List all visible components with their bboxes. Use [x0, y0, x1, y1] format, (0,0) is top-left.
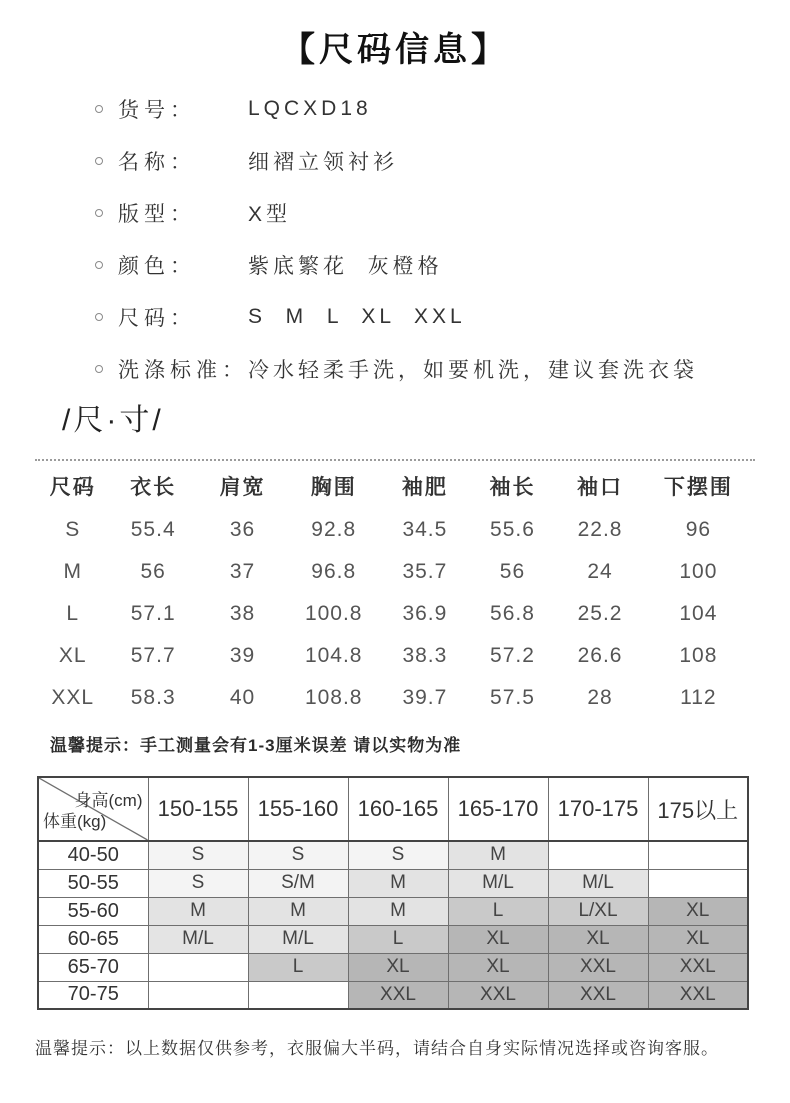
bullet-circle-icon — [95, 261, 103, 269]
fit-height-col-header: 175以上 — [648, 777, 748, 841]
measure-col-header: 尺码 — [49, 476, 96, 499]
measure-cell: 39.7 — [402, 686, 448, 709]
measure-cell: 112 — [680, 686, 717, 709]
measure-cell: 57.5 — [490, 686, 535, 709]
fit-size-cell — [648, 869, 748, 897]
measure-cell: 40 — [229, 686, 256, 709]
measure-cell: 100 — [679, 560, 718, 583]
measure-cell: 104 — [679, 602, 718, 625]
fit-size-cell: M/L — [448, 869, 548, 897]
measure-row — [37, 509, 752, 551]
fit-size-cell: XXL — [548, 981, 648, 1009]
fit-size-cell: XXL — [548, 953, 648, 981]
measure-cell: 22.8 — [577, 518, 623, 541]
measure-cell: 104.8 — [304, 644, 363, 667]
info-row-name — [95, 135, 790, 187]
measure-cell: 96 — [685, 518, 712, 541]
measure-cell: 57.1 — [130, 602, 176, 625]
fit-corner-cell — [38, 777, 148, 841]
measure-col-header: 衣长 — [130, 476, 177, 499]
info-label: 颜色： — [118, 255, 196, 278]
fit-size-cell: S — [148, 869, 248, 897]
fit-row — [38, 897, 748, 925]
fit-size-cell: S/M — [248, 869, 348, 897]
corner-weight-label: 体重(kg) — [43, 812, 107, 831]
fit-size-cell: M — [348, 869, 448, 897]
measure-cell: XL — [58, 644, 87, 667]
info-label: 洗涤标准： — [118, 359, 248, 382]
measure-row — [37, 593, 752, 635]
fit-size-cell: XL — [548, 925, 648, 953]
measure-cell: S — [65, 518, 81, 541]
measure-cell: 55.6 — [490, 518, 535, 541]
info-label: 尺码： — [118, 307, 196, 330]
measure-row — [37, 677, 752, 719]
measure-cell: 108 — [679, 644, 718, 667]
fit-size-cell: M/L — [148, 925, 248, 953]
fit-size-cell — [148, 981, 248, 1009]
measure-cell: 56.8 — [490, 602, 535, 625]
measure-cell: XXL — [51, 686, 95, 709]
fit-weight-header: 70-75 — [38, 981, 148, 1009]
measure-col-header: 肩宽 — [219, 476, 266, 499]
info-label: 版型： — [118, 203, 196, 226]
fit-size-cell: M/L — [548, 869, 648, 897]
measure-cell: 57.7 — [130, 644, 176, 667]
measure-cell: 25.2 — [577, 602, 623, 625]
fit-size-cell: XL — [448, 925, 548, 953]
fit-row — [38, 981, 748, 1009]
measure-cell: 37 — [229, 560, 256, 583]
info-row-fit-type — [95, 187, 790, 239]
measure-cell: 58.3 — [130, 686, 176, 709]
fit-size-cell: XXL — [648, 981, 748, 1009]
footer-note: 温馨提示：以上数据仅供参考，衣服偏大半码，请结合自身实际情况选择或咨询客服。 — [35, 1039, 719, 1058]
fit-size-cell: XXL — [448, 981, 548, 1009]
fit-weight-header: 55-60 — [38, 897, 148, 925]
fit-weight-header: 65-70 — [38, 953, 148, 981]
fit-row — [38, 925, 748, 953]
bullet-circle-icon — [95, 157, 103, 165]
measure-cell: M — [63, 560, 82, 583]
fit-size-cell: L — [448, 897, 548, 925]
measure-cell: 24 — [587, 560, 613, 583]
fit-height-col-header: 155-160 — [248, 777, 348, 841]
fit-row — [38, 841, 748, 869]
info-value: LQCXD18 — [248, 97, 372, 120]
bullet-circle-icon — [95, 365, 103, 373]
fit-row — [38, 869, 748, 897]
size-section-heading: /尺·寸/ — [62, 404, 164, 437]
fit-height-col-header: 160-165 — [348, 777, 448, 841]
measure-cell: 38 — [229, 602, 256, 625]
info-row-washing — [95, 343, 790, 395]
measure-cell: 26.6 — [577, 644, 623, 667]
fit-size-cell — [148, 953, 248, 981]
measure-cell: 108.8 — [304, 686, 363, 709]
info-value: 细褶立领衬衫 — [248, 151, 398, 174]
fit-size-cell: L — [348, 925, 448, 953]
fit-size-cell: M/L — [248, 925, 348, 953]
size-info-page — [0, 22, 790, 1103]
info-row-sizes — [95, 291, 790, 343]
fit-body — [38, 841, 748, 1009]
measure-cell: 56 — [499, 560, 526, 583]
measurements-header-row — [37, 463, 752, 509]
fit-height-col-header: 170-175 — [548, 777, 648, 841]
fit-size-cell: XL — [348, 953, 448, 981]
measure-cell: 39 — [229, 644, 256, 667]
measure-row — [37, 635, 752, 677]
measure-cell: 100.8 — [304, 602, 363, 625]
fit-size-cell: XXL — [648, 953, 748, 981]
fit-header-row — [38, 777, 748, 841]
fit-size-cell: S — [148, 841, 248, 869]
info-value: 冷水轻柔手洗，如要机洗，建议套洗衣袋 — [248, 359, 698, 382]
fit-height-col-header: 150-155 — [148, 777, 248, 841]
measure-cell: 57.2 — [490, 644, 535, 667]
info-value: X型 — [248, 203, 292, 226]
fit-size-cell: L — [248, 953, 348, 981]
measurements-body — [37, 509, 752, 719]
fit-size-cell: S — [348, 841, 448, 869]
measure-cell: 36.9 — [402, 602, 448, 625]
fit-size-cell: L/XL — [548, 897, 648, 925]
fit-weight-header: 50-55 — [38, 869, 148, 897]
fit-size-cell: M — [348, 897, 448, 925]
product-info-list — [0, 77, 790, 395]
measure-cell: L — [66, 602, 80, 625]
fit-height-col-header: 165-170 — [448, 777, 548, 841]
fit-size-cell: S — [248, 841, 348, 869]
measure-cell: 55.4 — [130, 518, 176, 541]
measure-cell: 36 — [229, 518, 256, 541]
fit-size-cell: M — [448, 841, 548, 869]
measure-cell: 96.8 — [311, 560, 357, 583]
fit-size-cell: M — [148, 897, 248, 925]
fit-size-cell — [548, 841, 648, 869]
measure-cell: 56 — [140, 560, 166, 583]
dotted-divider — [35, 459, 755, 461]
info-value: 紫底繁花 灰橙格 — [248, 255, 443, 278]
info-label: 货号： — [118, 99, 196, 122]
measure-row — [37, 551, 752, 593]
fit-row — [38, 953, 748, 981]
fit-weight-header: 40-50 — [38, 841, 148, 869]
bullet-circle-icon — [95, 209, 103, 217]
measure-cell: 38.3 — [402, 644, 448, 667]
info-row-item-number — [95, 83, 790, 135]
measure-col-header: 下摆围 — [663, 476, 733, 499]
fit-size-cell: M — [248, 897, 348, 925]
fit-size-cell — [648, 841, 748, 869]
measure-col-header: 袖肥 — [401, 476, 448, 499]
page-title: 【尺码信息】 — [281, 31, 509, 69]
fit-weight-header: 60-65 — [38, 925, 148, 953]
measure-note: 温馨提示：手工测量会有1-3厘米误差 请以实物为准 — [50, 736, 462, 755]
bullet-circle-icon — [95, 105, 103, 113]
measure-col-header: 袖口 — [577, 476, 624, 499]
measure-cell: 92.8 — [311, 518, 357, 541]
fit-size-cell: XL — [648, 897, 748, 925]
info-value: S M L XL XXL — [248, 305, 466, 328]
fit-size-cell: XL — [648, 925, 748, 953]
measure-col-header: 胸围 — [310, 476, 357, 499]
measure-cell: 28 — [587, 686, 613, 709]
measure-col-header: 袖长 — [489, 476, 536, 499]
measure-cell: 35.7 — [402, 560, 448, 583]
fit-table — [37, 776, 749, 1010]
info-row-color — [95, 239, 790, 291]
fit-size-cell: XL — [448, 953, 548, 981]
info-label: 名称： — [118, 151, 196, 174]
fit-size-cell — [248, 981, 348, 1009]
corner-height-label: 身高(cm) — [74, 791, 143, 810]
measurements-table — [37, 463, 752, 719]
bullet-circle-icon — [95, 313, 103, 321]
measure-cell: 34.5 — [402, 518, 448, 541]
fit-size-cell: XXL — [348, 981, 448, 1009]
